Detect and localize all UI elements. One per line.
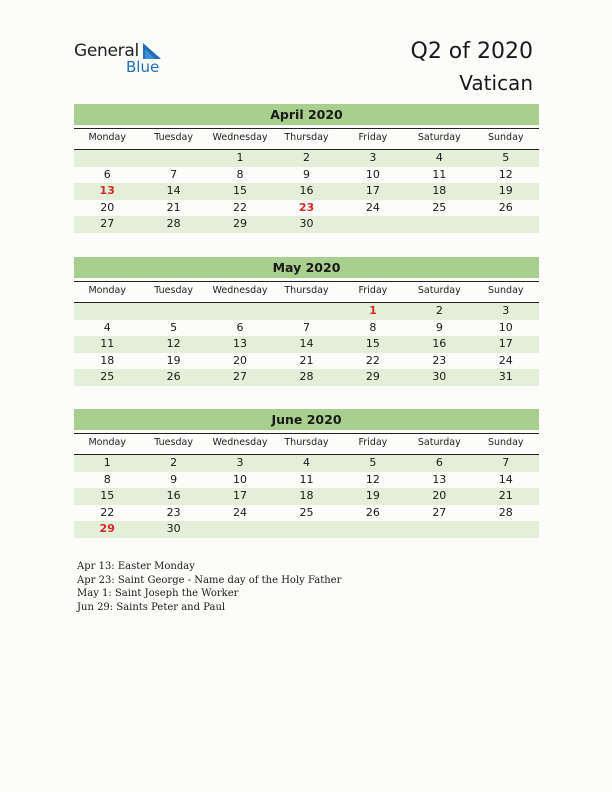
day-cell: 2 (170, 456, 178, 469)
day-cell: 5 (502, 151, 510, 164)
day-cell: 7 (502, 456, 510, 469)
holiday-day-cell: 1 (369, 304, 377, 317)
holiday-day-cell: 13 (99, 184, 115, 197)
day-cell: 9 (435, 320, 443, 334)
day-cell: 23 (432, 353, 447, 367)
week-row (74, 455, 539, 472)
day-cell: 12 (166, 337, 181, 350)
day-cell: 26 (166, 370, 181, 383)
day-cell: 9 (170, 472, 178, 486)
day-cell: 5 (170, 320, 178, 334)
week-row (74, 369, 539, 386)
weekday-label: Saturday (417, 132, 461, 143)
day-cell (406, 521, 472, 538)
month-title: May 2020 (74, 257, 539, 278)
day-cell (140, 150, 206, 167)
day-cell: 20 (432, 489, 447, 502)
week-row (74, 336, 539, 353)
day-cell: 10 (233, 472, 248, 486)
weekday-label: Thursday (284, 132, 329, 143)
day-cell: 28 (498, 505, 513, 519)
day-cell: 14 (166, 184, 181, 197)
month-title: April 2020 (74, 104, 539, 125)
day-cell: 4 (435, 151, 443, 164)
day-cell: 20 (233, 353, 248, 367)
day-cell: 8 (369, 320, 377, 334)
day-cell: 5 (369, 456, 377, 469)
day-cell: 29 (233, 217, 248, 230)
day-cell: 25 (299, 505, 314, 519)
day-cell (406, 216, 472, 233)
week-row (74, 521, 539, 538)
day-cell: 21 (166, 200, 181, 214)
day-cell: 22 (100, 505, 115, 519)
day-cell: 20 (100, 200, 115, 214)
week-row (74, 200, 539, 217)
day-cell: 26 (498, 200, 513, 214)
day-cell: 11 (432, 167, 447, 181)
day-cell: 27 (233, 370, 248, 383)
day-cell: 7 (170, 167, 178, 181)
holiday-notes (77, 560, 341, 614)
day-cell: 19 (166, 353, 181, 367)
day-cell (74, 303, 140, 320)
day-cell: 19 (365, 489, 380, 502)
day-cell: 10 (498, 320, 513, 334)
weekday-label: Wednesday (212, 132, 268, 143)
weekday-label: Monday (88, 437, 126, 448)
day-cell: 25 (100, 370, 115, 383)
week-row (74, 488, 539, 505)
day-cell: 24 (498, 353, 513, 367)
day-cell: 4 (302, 456, 310, 469)
week-row (74, 183, 539, 200)
weekday-header-row (74, 433, 539, 455)
day-cell: 3 (236, 456, 244, 469)
weekday-label: Sunday (487, 285, 524, 296)
day-cell: 19 (498, 184, 513, 197)
week-row (74, 216, 539, 233)
week-row (74, 167, 539, 184)
day-cell: 24 (233, 505, 248, 519)
day-cell: 30 (432, 370, 447, 383)
holiday-note: May 1: Saint Joseph the Worker (77, 588, 239, 599)
week-row (74, 472, 539, 489)
day-cell: 17 (365, 184, 380, 197)
holiday-note: Jun 29: Saints Peter and Paul (77, 601, 226, 613)
day-cell: 30 (299, 217, 314, 230)
day-cell: 30 (166, 522, 181, 535)
day-cell: 16 (299, 184, 314, 197)
day-cell: 13 (432, 472, 447, 486)
day-cell: 9 (302, 167, 310, 181)
day-cell: 3 (502, 304, 510, 317)
logo-blue-text: Blue (126, 58, 160, 76)
day-cell: 1 (103, 456, 111, 469)
day-cell: 31 (498, 370, 513, 383)
day-cell: 15 (100, 489, 115, 502)
day-cell (473, 521, 539, 538)
day-cell (74, 150, 140, 167)
holiday-note: Apr 23: Saint George - Name day of the Holy Father (77, 574, 342, 586)
weekday-label: Wednesday (212, 437, 268, 448)
day-cell: 28 (166, 217, 181, 230)
day-cell: 15 (365, 337, 380, 350)
holiday-day-cell: 29 (99, 522, 115, 535)
page-title: Q2 of 2020 (410, 39, 533, 64)
day-cell: 6 (103, 167, 111, 181)
day-cell: 16 (166, 489, 181, 502)
week-row (74, 303, 539, 320)
day-cell: 16 (432, 337, 447, 350)
day-cell: 13 (233, 337, 248, 350)
page-subtitle: Vatican (459, 71, 533, 95)
day-cell: 18 (299, 489, 314, 502)
day-cell: 7 (302, 320, 310, 334)
day-cell: 27 (100, 217, 115, 230)
logo-general-text: General (74, 41, 139, 61)
day-cell: 15 (233, 184, 248, 197)
day-cell: 18 (432, 184, 447, 197)
day-cell: 2 (435, 304, 443, 317)
calendar-month-may (74, 257, 539, 386)
weekday-label: Wednesday (212, 285, 268, 296)
weekday-label: Thursday (284, 285, 329, 296)
week-row (74, 320, 539, 337)
day-cell: 12 (498, 167, 513, 181)
weekday-header-row (74, 128, 539, 150)
day-cell: 10 (365, 167, 380, 181)
weekday-label: Tuesday (154, 437, 193, 448)
day-cell: 12 (365, 472, 380, 486)
day-cell (340, 216, 406, 233)
day-cell: 14 (299, 337, 314, 350)
day-cell: 22 (365, 353, 380, 367)
day-cell: 3 (369, 151, 377, 164)
weekday-label: Friday (358, 132, 388, 143)
day-cell: 22 (233, 200, 248, 214)
day-cell: 6 (435, 456, 443, 469)
day-cell: 1 (236, 151, 244, 164)
day-cell: 28 (299, 370, 314, 383)
day-cell: 11 (100, 337, 115, 350)
weekday-label: Monday (88, 132, 126, 143)
day-cell: 27 (432, 505, 447, 519)
calendar-month-june (74, 409, 539, 538)
day-cell (207, 303, 273, 320)
day-cell: 11 (299, 472, 314, 486)
week-row (74, 150, 539, 167)
week-row (74, 505, 539, 522)
weekday-label: Monday (88, 285, 126, 296)
weekday-label: Tuesday (154, 285, 193, 296)
day-cell: 8 (103, 472, 111, 486)
day-cell: 14 (498, 472, 513, 486)
day-cell: 25 (432, 200, 447, 214)
day-cell: 17 (233, 489, 248, 502)
weekday-label: Tuesday (154, 132, 193, 143)
day-cell: 24 (365, 200, 380, 214)
day-cell (140, 303, 206, 320)
holiday-note: Apr 13: Easter Monday (77, 561, 195, 572)
day-cell: 2 (302, 151, 310, 164)
weekday-label: Sunday (487, 132, 524, 143)
day-cell: 29 (365, 370, 380, 383)
weekday-header-row (74, 281, 539, 303)
month-title: June 2020 (74, 409, 539, 430)
day-cell: 26 (365, 505, 380, 519)
day-cell (273, 303, 339, 320)
day-cell: 18 (100, 353, 115, 367)
day-cell: 8 (236, 167, 244, 181)
weekday-label: Thursday (284, 437, 329, 448)
logo (74, 40, 174, 80)
day-cell: 23 (166, 505, 181, 519)
weekday-label: Friday (358, 437, 388, 448)
day-cell: 17 (498, 337, 513, 350)
week-row (74, 353, 539, 370)
day-cell (473, 216, 539, 233)
calendar-month-april (74, 104, 539, 233)
weekday-label: Sunday (487, 437, 524, 448)
day-cell: 21 (299, 353, 314, 367)
day-cell (273, 521, 339, 538)
day-cell (207, 521, 273, 538)
day-cell: 6 (236, 320, 244, 334)
weekday-label: Friday (358, 285, 388, 296)
day-cell (340, 521, 406, 538)
holiday-day-cell: 23 (298, 200, 315, 214)
day-cell: 4 (103, 320, 111, 334)
day-cell: 21 (498, 489, 513, 502)
weekday-label: Saturday (417, 285, 461, 296)
weekday-label: Saturday (417, 437, 461, 448)
